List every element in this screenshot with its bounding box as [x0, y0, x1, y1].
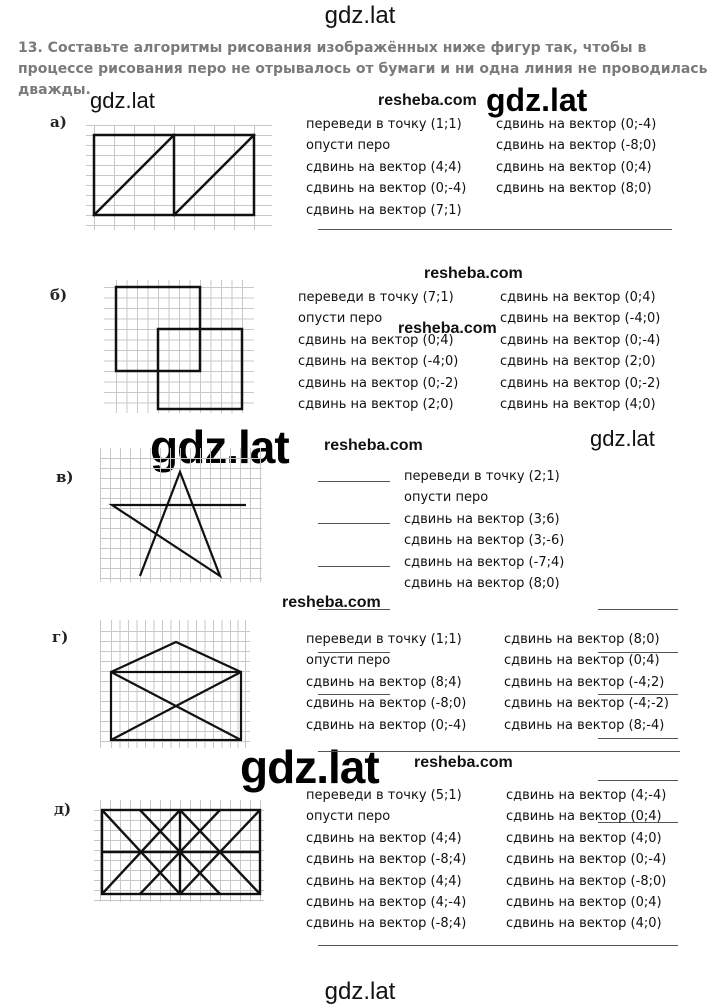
command-line: сдвинь на вектор (-7;4): [404, 554, 565, 570]
command-line: сдвинь на вектор (8;0): [504, 632, 660, 647]
answer-blank: [598, 765, 678, 786]
part-b-commands-col2: [500, 287, 660, 415]
answer-blank: [318, 466, 390, 487]
command-line: сдвинь на вектор (0;-4): [506, 852, 667, 868]
part-b-commands-col1: [298, 287, 458, 415]
grid-lines: [104, 280, 254, 413]
watermark-resheba: resheba.com: [414, 754, 513, 771]
command-line: сдвинь на вектор (-8;0): [496, 138, 657, 154]
answer-blank: [318, 594, 390, 615]
command-line: сдвинь на вектор (0;4): [496, 159, 652, 175]
watermark-medium: gdz.lat: [486, 82, 588, 118]
watermark-bottom: gdz.lat: [324, 978, 396, 1005]
command-line: переведи в точку (1;1): [306, 117, 462, 132]
grid-lines: [100, 620, 250, 748]
command-line: сдвинь на вектор (4;-4): [306, 894, 467, 910]
command-line: сдвинь на вектор (-8;0): [506, 873, 667, 889]
command-line: сдвинь на вектор (0;4): [500, 290, 656, 305]
command-line: сдвинь на вектор (0;4): [506, 809, 662, 825]
command-line: опусти перо: [306, 138, 391, 154]
figure-b: [104, 280, 254, 413]
figure-d: [94, 800, 264, 902]
command-line: переведи в точку (1;1): [306, 632, 462, 647]
part-a-commands-col2: [496, 114, 656, 200]
command-line: сдвинь на вектор (0;4): [504, 653, 660, 669]
answer-blank: [598, 594, 678, 615]
grid-lines: [100, 448, 262, 582]
command-line: сдвинь на вектор (8;4): [306, 674, 462, 690]
command-line: сдвинь на вектор (0;4): [298, 332, 454, 348]
command-line: опусти перо: [306, 809, 391, 825]
command-line: сдвинь на вектор (0;-2): [500, 375, 661, 391]
watermark-resheba: resheba.com: [282, 594, 381, 611]
part-g-commands-col1: [306, 629, 466, 736]
part-d-commands-col1: [306, 785, 466, 935]
command-line: сдвинь на вектор (4;0): [500, 396, 656, 412]
watermark-resheba: resheba.com: [324, 437, 423, 454]
answer-blank: [318, 508, 390, 529]
watermark-small: gdz.lat: [90, 88, 155, 113]
watermark-top: gdz.lat: [324, 2, 396, 29]
command-line: сдвинь на вектор (4;0): [506, 830, 662, 846]
command-line: сдвинь на вектор (0;-4): [500, 332, 661, 348]
watermark-resheba: resheba.com: [378, 92, 477, 109]
command-line: сдвинь на вектор (4;-4): [506, 788, 667, 803]
command-line: сдвинь на вектор (0;-4): [496, 117, 657, 132]
command-line: сдвинь на вектор (0;-4): [306, 181, 467, 197]
command-line: сдвинь на вектор (-8;4): [306, 916, 467, 932]
command-line: сдвинь на вектор (2;0): [500, 354, 656, 370]
command-line: сдвинь на вектор (-8;4): [306, 852, 467, 868]
command-line: сдвинь на вектор (8;0): [404, 575, 560, 591]
command-line: сдвинь на вектор (3;6): [404, 511, 560, 527]
command-line: сдвинь на вектор (8;0): [496, 181, 652, 197]
command-line: сдвинь на вектор (8;-4): [504, 717, 665, 733]
answer-underline: [318, 229, 672, 230]
answer-underline: [318, 751, 680, 752]
watermark-resheba: resheba.com: [424, 265, 523, 282]
command-line: сдвинь на вектор (0;4): [506, 894, 662, 910]
answer-underline: [318, 945, 678, 946]
command-line: сдвинь на вектор (4;4): [306, 830, 462, 846]
command-line: сдвинь на вектор (-4;0): [298, 354, 459, 370]
watermark-resheba: resheba.com: [398, 320, 497, 337]
command-line: сдвинь на вектор (-4;-2): [504, 696, 670, 712]
command-line: сдвинь на вектор (0;-2): [298, 375, 459, 391]
command-line: сдвинь на вектор (7;1): [306, 202, 462, 218]
figure-a: [86, 125, 272, 230]
command-line: сдвинь на вектор (2;0): [298, 396, 454, 412]
watermark-small: gdz.lat: [590, 426, 655, 451]
task-statement: 13. Составьте алгоритмы рисования изображённых ниже фигур так, чтобы в процессе рисования перо не отрывалось от бумаги и ни одна линия не проводилась дважды.: [18, 40, 708, 98]
figure-lines: [102, 810, 260, 894]
command-line: переведи в точку (2;1): [404, 469, 560, 484]
command-line: переведи в точку (5;1): [306, 788, 462, 803]
watermark-large: gdz.lat: [150, 421, 289, 473]
figure-lines: [112, 472, 246, 576]
watermark-large: gdz.lat: [240, 741, 379, 793]
command-line: сдвинь на вектор (3;-6): [404, 533, 565, 549]
command-line: сдвинь на вектор (4;0): [506, 916, 662, 932]
part-d-label: д): [54, 800, 72, 818]
command-line: опусти перо: [306, 653, 391, 669]
figure-g: [100, 620, 250, 748]
part-g-commands-col2: [504, 629, 669, 736]
command-line: сдвинь на вектор (4;4): [306, 873, 462, 889]
command-line: опусти перо: [298, 311, 383, 327]
part-v-commands: [404, 466, 564, 594]
part-v-label: в): [56, 468, 74, 486]
command-line: сдвинь на вектор (0;-4): [306, 717, 467, 733]
command-line: сдвинь на вектор (4;4): [306, 159, 462, 175]
part-g-label: г): [52, 628, 69, 646]
part-d-commands-col2: [506, 785, 666, 935]
part-b-label: б): [50, 286, 68, 304]
answer-blank: [318, 551, 390, 572]
command-line: переведи в точку (7;1): [298, 290, 454, 305]
part-a-label: а): [50, 113, 67, 131]
command-line: сдвинь на вектор (-4;0): [500, 311, 661, 327]
command-line: сдвинь на вектор (-4;2): [504, 674, 665, 690]
figure-v: [100, 448, 262, 582]
part-a-commands-col1: [306, 114, 466, 221]
command-line: опусти перо: [404, 490, 489, 506]
command-line: сдвинь на вектор (-8;0): [306, 696, 467, 712]
